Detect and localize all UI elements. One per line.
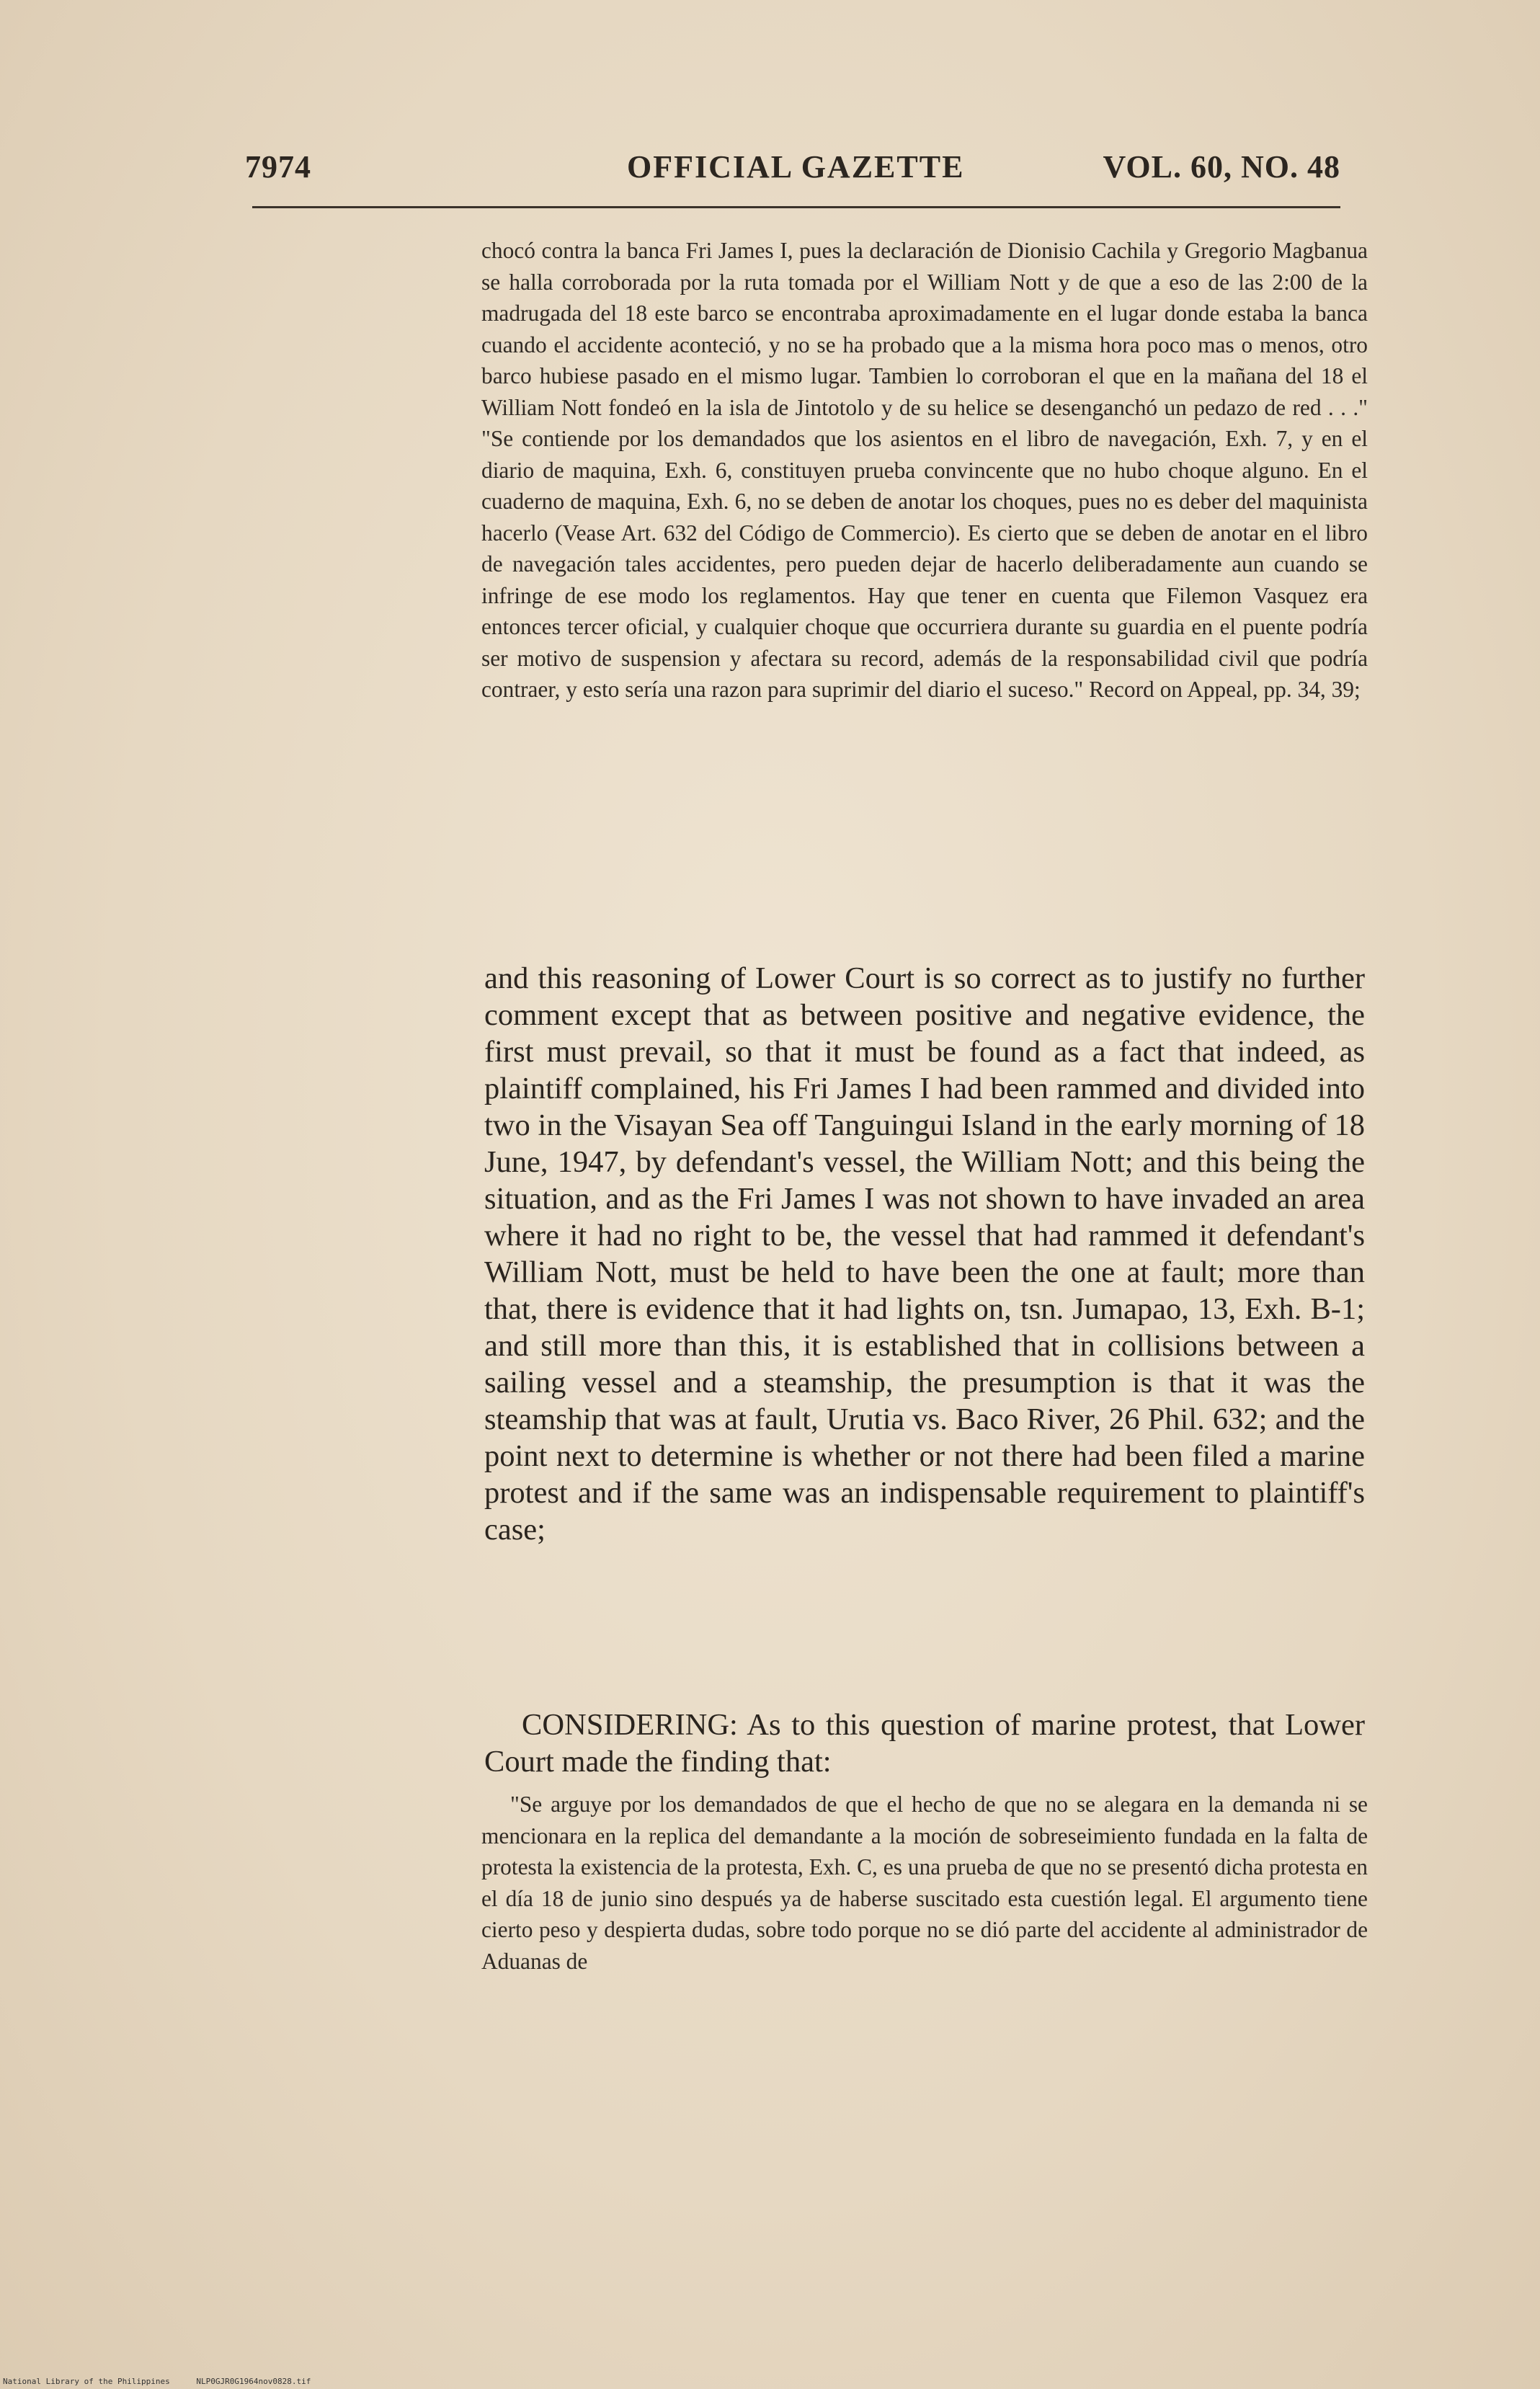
file-id: NLP0GJR0G1964nov0828.tif (196, 2377, 311, 2386)
quote-paragraph-2: "Se arguye por los demandados de que el hecho de que no se alegara en la demanda ni se mencionara en la replica del demandante a la moción de sobreseimiento fundada en la falta de protesta la existencia de la protesta, Exh. C, es una prueba de que no se presentó dicha protesta en el día 18 de junio sino después ya de haberse suscitado esta cuestión legal. El argumento tiene cierto peso y despierta dudas, sobre todo porque no se dió parte del accidente al administrador de Aduanas de (481, 1792, 1368, 1974)
quote-paragraph: chocó contra la banca Fri James I, pues la declaración de Dionisio Cachila y Gregorio Magbanua se halla corroborada por la ruta tomada por el William Nott y de que a eso de las 2:00 de la madrugada del 18 este barco se encontraba aproximadamente en el lugar donde estaba la banca cuando el accidente aconteció, y no se ha probado que a la misma hora poco mas o menos, otro barco hubiese pasado en el mismo lugar. Tambien lo corroboran el que en la mañana del 18 el William Nott fondeó en la isla de Jintotolo y de su helice se desenganchó un pedazo de red . . ." "Se contiende por los demandados que los asientos en el libro de navegación, Exh. 7, y en el diario de maquina, Exh. 6, constituyen prueba convincente que no hubo choque alguno. En el cuaderno de maquina, Exh. 6, no se deben de anotar los choques, pues no es deber del maquinista hacerlo (Vease Art. 632 del Código de Commercio). Es cierto que se deben de anotar en el libro de navegación tales accidentes, pero pueden dejar de hacerlo deliberadamente aun cuando se infringe de ese modo los reglamentos. Hay que tener en cuenta que Filemon Vasquez era entonces tercer oficial, y cualquier choque que occurriera durante su guardia en el puente podría ser motivo de suspension y afectara su record, además de la responsabilidad civil que podría contraer, y esto sería una razon para suprimir del diario el suceso." Record on Appeal, pp. 34, 39; (481, 238, 1368, 702)
spanish-quote-block (481, 235, 1368, 706)
considering-lead: CONSIDERING: (522, 1708, 738, 1742)
journal-title: OFFICIAL GAZETTE (627, 149, 965, 184)
library-credit: National Library of the Philippines (3, 2377, 170, 2386)
considering-text: As to this question of marine protest, that Lower Court made the finding that: (484, 1708, 1366, 1779)
header-rule (252, 206, 1340, 208)
body-paragraph (484, 960, 1365, 1548)
page-number: 7974 (245, 149, 311, 184)
spanish-quote-block-2 (481, 1789, 1368, 1977)
volume-info: VOL. 60, NO. 48 (1103, 149, 1340, 184)
body-paragraph-text: and this reasoning of Lower Court is so correct as to justify no further comment except that as between positive and negative evidence, the first must prevail, so that it must be found as a fact that indeed, as plaintiff complained, his Fri James I had been rammed and divided into two in the Visayan Sea off Tanguingui Island in the early morning of 18 June, 1947, by defendant's vessel, the William Nott; and this being the situation, and as the Fri James I was not shown to have invaded an area where it had no right to be, the vessel that had rammed it defendant's William Nott, must be held to have been the one at fault; more than that, there is evidence that it had lights on, tsn. Jumapao, 13, Exh. B-1; and still more than this, it is established that in collisions between a sailing vessel and a steamship, the presumption is that it was the steamship that was at fault, Urutia vs. Baco River, 26 Phil. 632; and the point next to determine is whether or not there had been filed a marine protest and if the same was an indispensable requirement to plaintiff's case; (484, 961, 1365, 1547)
scan-footer (3, 2377, 311, 2386)
considering-paragraph-text (484, 1707, 1365, 1780)
considering-paragraph (484, 1707, 1365, 1780)
page-header (245, 148, 1340, 199)
